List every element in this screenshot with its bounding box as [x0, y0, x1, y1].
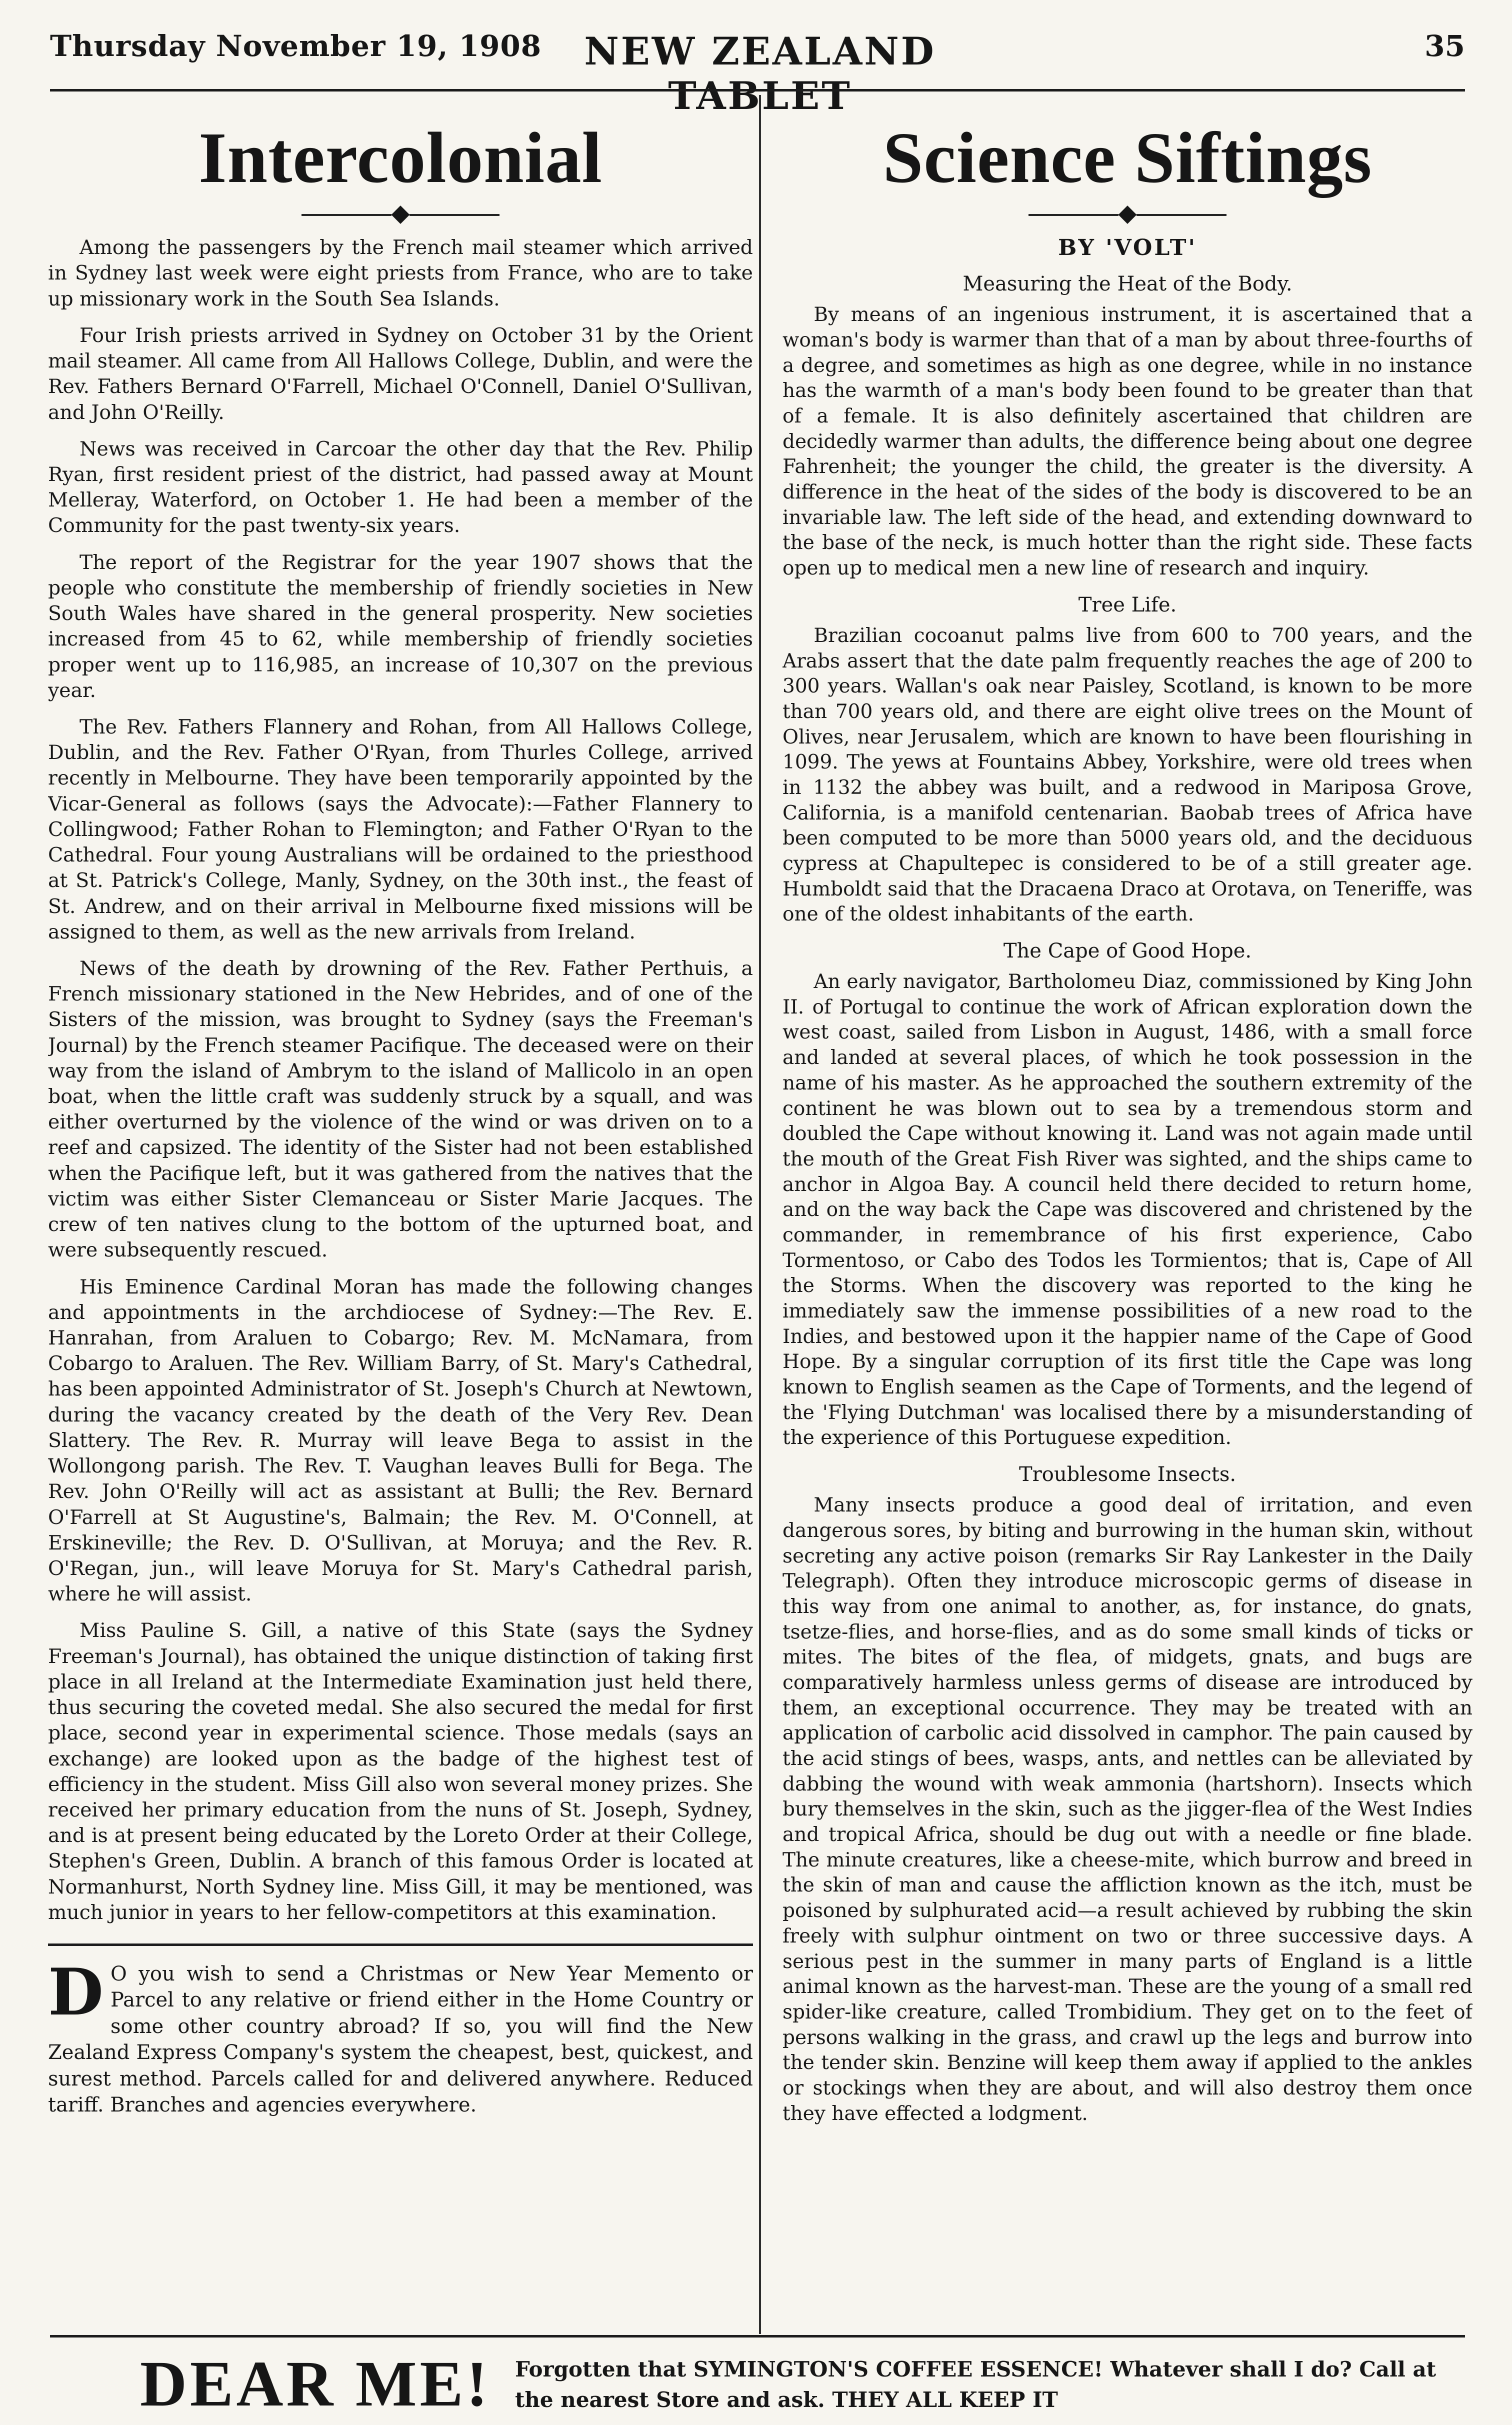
section-text: Many insects produce a good deal of irritation, and even dangerous sores, by biting and burrowing in the human skin, without secreting any active poison (remarks Sir Ray Lankester in the Daily Telegraph). Often they introduce microscopic germs of disease in this way from one animal to another, as, for instance, do gnats, tsetze-flies, and horse-flies, and as do some small kinds of ticks or mites. The bites of the flea, of midgets, gnats, and bugs are comparatively harmless unless germs of disease are introduced by them, an exceptional occurrence. They may be treated with an application of carbolic acid dissolved in camphor. The pain caused by the acid stings of bees, wasps, ants, and nettles can be alleviated by dabbing the wound with weak ammonia (hartshorn). Insects which bury themselves in the skin, such as the jigger-flea of the West Indies and tropical Africa, should be dug out with a needle or fine blade. The minute creatures, like a cheese-mite, which burrow and breed in the skin of man and cause the affliction known as the itch, must be poisoned by sulphurated acid—a result achieved by rubbing the skin freely with sulphur ointment on two or three successive days. A serious pest in the summer in many parts of England is a little animal known as the harvest-man. These are the young of a small red spider-like creature, called Trombidium. They get on to the feet of persons walking in the grass, and crawl up the legs and burrow into the tender skin. Benzine will keep them away if applied to the ankles or stockings when they are about, and will also destroy them once they have effected a lodgment. [782, 1494, 1472, 2125]
advert-text: O you wish to send a Christmas or New Year Memento or Parcel to any relative or friend either in the Home Country or some other country abroad? If so, you will find the New Zealand Express Company's system the cheapest, best, quickest, and surest method. Parcels called for and delivered anywhere. Reduced tariff. Branches and agencies everywhere. [48, 1962, 753, 2116]
title-ornament [48, 199, 753, 228]
intercolonial-title: Intercolonial [198, 118, 602, 198]
science-title: Science Siftings [882, 118, 1372, 198]
section-text: Brazilian cocoanut palms live from 600 to 700 years, and the Arabs assert that the date palm frequently reaches the age of 200 to 300 years. Wallan's oak near Paisley, Scotland, is known to be more than 700 years old, and there are eight olive trees on the Mount of Olives, near Jerusalem, which are known to have been flourishing in 1099. The yews at Fountains Abbey, Yorkshire, were old trees when in 1132 the abbey was built, and a redwood in Mariposa Grove, California, is a manifold centenarian. Baobab trees of Africa have been computed to be more than 5000 years old, and the deciduous cypress at Chapultepec is considered to be of a still greater age. Humboldt said that the Dracaena Draco at Orotava, on Teneriffe, was one of the oldest inhabitants of the earth. [782, 624, 1472, 926]
advert-body [515, 2354, 1440, 2416]
section-heading: Troublesome Insects. [1018, 1463, 1236, 1486]
section-heading: Measuring the Heat of the Body. [962, 272, 1292, 296]
intercolonial-paragraph: The report of the Registrar for the year 1907 shows that the people who constitute the membership of friendly societies in New South Wales have shared in the general prosperity. New societies increased from 45 to 62, while membership of friendly societies proper went up to 116,985, an increase of 10,307 on the previous year. [48, 550, 753, 702]
section-text: An early navigator, Bartholomeu Diaz, commissioned by King John II. of Portugal to continue the work of African exploration down the west coast, sailed from Lisbon in August, 1486, with a small force and landed at several places, of which he took possession in the name of his master. As he approached the southern extremity of the continent he was blown out to sea by a tremendous storm and doubled the Cape without knowing it. Land was not again made until the mouth of the Great Fish River was sighted, and the ships came to anchor in Algoa Bay. A council held there decided to return home, and on the way back the Cape was discovered and christened by the commander, in remembrance of his first experience, Cabo Tormentoso, or Cabo des Todos les Tormientos; that is, Cape of All the Storms. When the discovery was reported to the king he immediately saw the immense possibilities of a new road to the Indies, and bestowed upon it the happier name of the Cape of Good Hope. By a singular corruption of its first title the Cape was long known to English seamen as the Cape of Torments, and the legend of the 'Flying Dutchman' was localised there by a misunderstanding of the experience of this Portuguese expedition. [782, 970, 1472, 1450]
coffee-essence-advert [50, 2335, 1465, 2418]
advert-headline: DEAR ME! [140, 2348, 491, 2420]
intercolonial-paragraph: News of the death by drowning of the Rev. Father Perthuis, a French missionary stationed in the New Hebrides, and of one of the Sisters of the mission, was brought to Sydney (says the Freeman's Journal) by the French steamer Pacifique. The deceased were on their way from the island of Ambrym to the island of Mallicolo in an open boat, when the little craft was suddenly struck by a squall, and was either overturned by the violence of the wind or was driven on to a reef and capsized. The identity of the Sister had not been established when the Pacifique left, but it was gathered from the natives that the victim was either Sister Clemanceau or Sister Marie Jacques. The crew of ten natives clung to the bottom of the upturned boat, and were subsequently rescued. [48, 956, 753, 1262]
advert-line: the nearest Store and ask. THEY ALL KEEP IT [515, 2387, 1058, 2412]
diamond-icon: ◆ [391, 199, 410, 228]
science-column [782, 100, 1472, 2330]
section-text: By means of an ingenious instrument, it is ascertained that a woman's body is warmer than that of a man by about three-fourths of a degree, and sometimes as high as one degree, while in no instance has the warmth of a man's body been found to be greater than that of a female. It is also definitely ascertained that children are decidedly warmer than adults, the difference being about one degree Fahrenheit; the younger the child, the greater is the diversity. A difference in the heat of the sides of the body is discovered to be an invariable law. The left side of the head, and extending downward to the base of the neck, is much hotter than the right side. These facts open up to medical men a new line of research and inquiry. [782, 304, 1472, 580]
column-divider [759, 95, 761, 2334]
header-date: Thursday November 19, 1908 [50, 29, 542, 63]
title-ornament [782, 199, 1472, 228]
advert-dropcap: D [48, 1955, 104, 2030]
section-heading: The Cape of Good Hope. [1003, 940, 1252, 963]
intercolonial-paragraph: News was received in Carcoar the other day that the Rev. Philip Ryan, first resident priest of the district, had passed away at Mount Melleray, Waterford, on October 1. He had been a member of the Community for the past twenty-six years. [48, 437, 753, 538]
intercolonial-paragraph: Four Irish priests arrived in Sydney on October 31 by the Orient mail steamer. All came from All Hallows College, Dublin, and were the Rev. Fathers Bernard O'Farrell, Michael O'Connell, Daniel O'Sullivan, and John O'Reilly. [48, 324, 753, 424]
diamond-icon: ◆ [1118, 199, 1137, 228]
intercolonial-paragraph: His Eminence Cardinal Moran has made the following changes and appointments in the archdiocese of Sydney:—The Rev. E. Hanrahan, from Araluen to Cobargo; Rev. M. McNamara, from Cobargo to Araluen. The Rev. William Barry, of St. Mary's Cathedral, has been appointed Administrator of St. Joseph's Church at Newtown, during the vacancy created by the death of the Very Rev. Dean Slattery. The Rev. R. Murray will leave Bega to assist in the Wollongong parish. The Rev. T. Vaughan leaves Bulli for Bega. The Rev. John O'Reilly will act as assistant at Bulli; the Rev. Bernard O'Farrell at St Augustine's, Balmain; the Rev. M. O'Connell, at Erskineville; the Rev. D. O'Sullivan, at Moruya; and the Rev. R. O'Regan, jun., will leave Moruya for St. Mary's Cathedral parish, where he will assist. [48, 1275, 753, 1606]
page-header [50, 19, 1465, 118]
intercolonial-paragraph: Among the passengers by the French mail steamer which arrived in Sydney last week were eight priests from France, who are to take up missionary work in the South Sea Islands. [48, 236, 753, 310]
page-number: 35 [1424, 29, 1465, 63]
express-company-advert [48, 1944, 753, 2118]
intercolonial-paragraph: The Rev. Fathers Flannery and Rohan, from All Hallows College, Dublin, and the Rev. Father O'Ryan, from Thurles College, arrived recently in Melbourne. They have been temporarily appointed by the Vicar-General as follows (says the Advocate):—Father Flannery to Collingwood; Father Rohan to Flemington; and Father O'Ryan to the Cathedral. Four young Australians will be ordained to the priesthood at St. Patrick's College, Manly, Sydney, on the 30th inst., the feast of St. Andrew, and on their arrival in Melbourne fixed missions will be assigned to them, as well as the new arrivals from Ireland. [48, 715, 753, 944]
section-heading: Tree Life. [1078, 593, 1177, 616]
newspaper-title: NEW ZEALAND TABLET [584, 29, 936, 118]
intercolonial-paragraph: Miss Pauline S. Gill, a native of this State (says the Sydney Freeman's Journal), has obtained the unique distinction of taking first place in all Ireland at the Intermediate Examination just held there, thus securing the coveted medal. She also secured the medal for first place, second year in experimental science. Those medals (says an exchange) are looked upon as the badge of the highest test of efficiency in the student. Miss Gill also won several money prizes. She received her primary education from the nuns of St. Joseph, Sydney, and is at present being educated by the Loreto Order at their College, Stephen's Green, Dublin. A branch of this famous Order is located at Normanhurst, North Sydney line. Miss Gill, it may be mentioned, was much junior in years to her fellow-competitors at this examination. [48, 1619, 753, 1924]
advert-line: Forgotten that SYMINGTON'S COFFEE ESSENCE! Whatever shall I do? Call at [515, 2357, 1436, 2382]
byline: BY 'VOLT' [1058, 235, 1197, 261]
header-rule [50, 89, 1465, 92]
intercolonial-column [48, 100, 753, 2330]
